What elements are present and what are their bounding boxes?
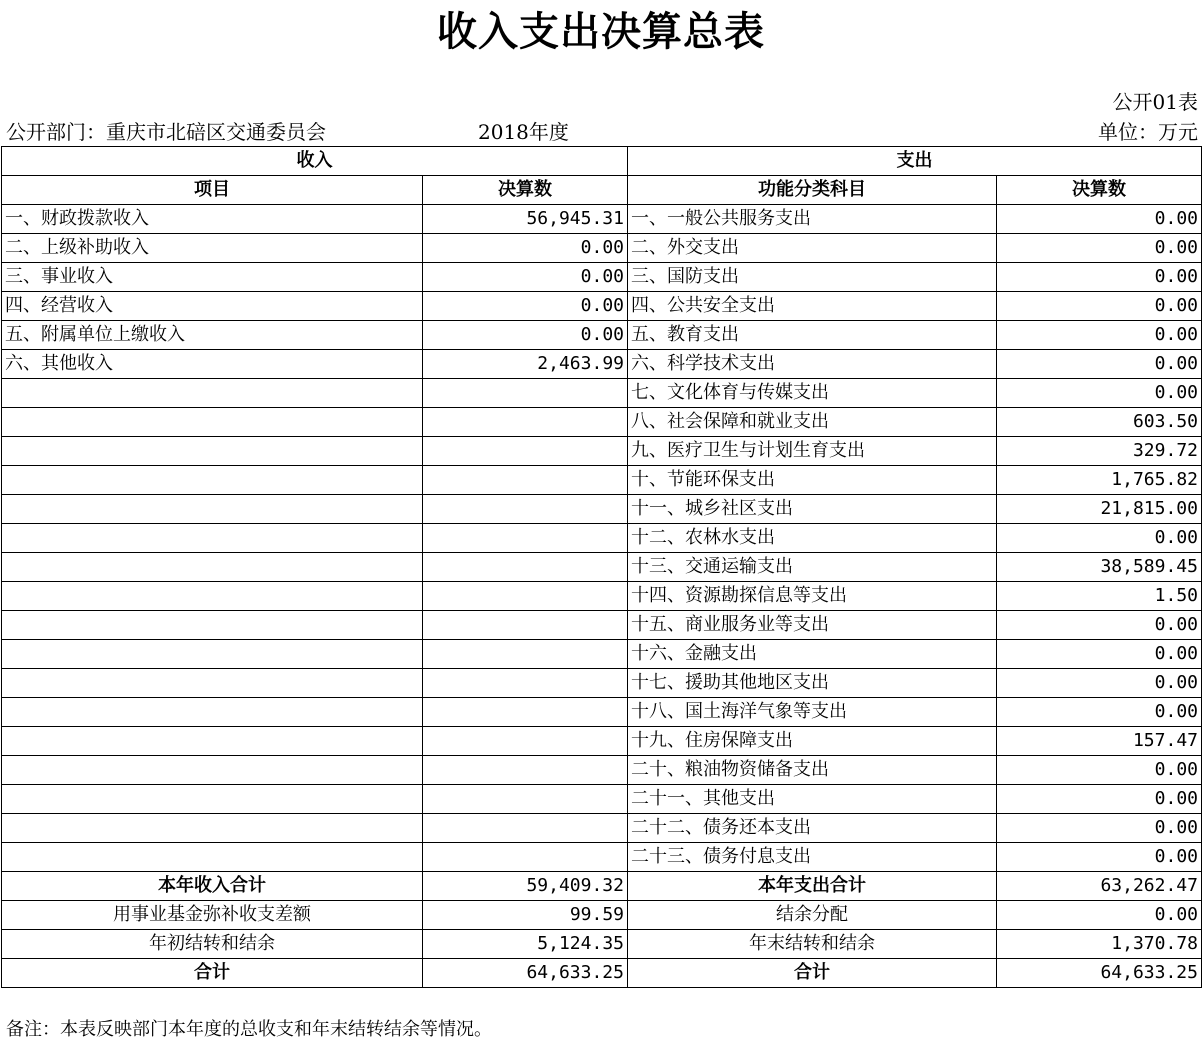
expense-amount-cell: 38,589.45	[997, 553, 1202, 582]
income-amount-cell	[423, 553, 628, 582]
fiscal-year: 2018年度	[478, 120, 569, 144]
expense-item-cell: 七、文化体育与传媒支出	[628, 379, 997, 408]
income-amount-cell	[423, 437, 628, 466]
income-amount-cell	[423, 727, 628, 756]
expense-amount-cell: 0.00	[997, 669, 1202, 698]
income-item-header: 项目	[2, 176, 423, 205]
summary-income-amount: 99.59	[423, 901, 628, 930]
income-amount-cell	[423, 408, 628, 437]
expense-amount-cell: 0.00	[997, 205, 1202, 234]
income-amount-cell	[423, 466, 628, 495]
expense-amount-cell: 21,815.00	[997, 495, 1202, 524]
expense-item-cell: 十三、交通运输支出	[628, 553, 997, 582]
table-row	[2, 205, 1202, 234]
table-row	[2, 698, 1202, 727]
income-amount-cell	[423, 698, 628, 727]
expense-amount-cell: 157.47	[997, 727, 1202, 756]
expense-amount-cell: 329.72	[997, 437, 1202, 466]
expense-item-cell: 十二、农林水支出	[628, 524, 997, 553]
expense-amount-cell: 0.00	[997, 843, 1202, 872]
summary-row	[2, 930, 1202, 959]
income-item-cell: 六、其他收入	[2, 350, 423, 379]
summary-income-label: 本年收入合计	[2, 872, 423, 901]
income-amount-cell	[423, 669, 628, 698]
expense-amount-header: 决算数	[997, 176, 1202, 205]
department-label: 公开部门：重庆市北碚区交通委员会	[6, 120, 326, 144]
expense-item-cell: 十七、援助其他地区支出	[628, 669, 997, 698]
expense-amount-cell: 603.50	[997, 408, 1202, 437]
summary-body	[2, 872, 1202, 988]
income-item-cell	[2, 611, 423, 640]
income-amount-cell: 2,463.99	[423, 350, 628, 379]
expense-item-cell: 八、社会保障和就业支出	[628, 408, 997, 437]
summary-row	[2, 901, 1202, 930]
expense-amount-cell: 0.00	[997, 321, 1202, 350]
expense-item-cell: 十一、城乡社区支出	[628, 495, 997, 524]
form-number: 公开01表	[1112, 90, 1198, 114]
table-row	[2, 408, 1202, 437]
expense-item-cell: 九、医疗卫生与计划生育支出	[628, 437, 997, 466]
summary-income-amount: 5,124.35	[423, 930, 628, 959]
summary-expense-label: 年末结转和结余	[628, 930, 997, 959]
table-row	[2, 321, 1202, 350]
income-amount-cell	[423, 379, 628, 408]
expense-item-cell: 二、外交支出	[628, 234, 997, 263]
income-amount-cell: 56,945.31	[423, 205, 628, 234]
table-row	[2, 495, 1202, 524]
summary-expense-amount: 1,370.78	[997, 930, 1202, 959]
summary-expense-label: 合计	[628, 959, 997, 988]
income-item-cell	[2, 379, 423, 408]
income-item-cell	[2, 466, 423, 495]
unit-label: 单位：万元	[1098, 120, 1198, 144]
expense-item-cell: 四、公共安全支出	[628, 292, 997, 321]
income-amount-cell	[423, 524, 628, 553]
income-item-cell: 四、经营收入	[2, 292, 423, 321]
summary-expense-amount: 64,633.25	[997, 959, 1202, 988]
table-row	[2, 582, 1202, 611]
income-item-cell: 一、财政拨款收入	[2, 205, 423, 234]
table-row	[2, 669, 1202, 698]
expense-item-cell: 十五、商业服务业等支出	[628, 611, 997, 640]
expense-item-header: 功能分类科目	[628, 176, 997, 205]
income-item-cell	[2, 495, 423, 524]
expense-amount-cell: 0.00	[997, 640, 1202, 669]
income-item-cell	[2, 437, 423, 466]
expense-item-cell: 二十、粮油物资储备支出	[628, 756, 997, 785]
footnote: 备注：本表反映部门本年度的总收支和年末结转结余等情况。	[6, 1019, 492, 1040]
income-amount-cell: 0.00	[423, 234, 628, 263]
table-row	[2, 524, 1202, 553]
expense-amount-cell: 0.00	[997, 814, 1202, 843]
table-row	[2, 263, 1202, 292]
summary-expense-label: 本年支出合计	[628, 872, 997, 901]
table-row	[2, 437, 1202, 466]
income-amount-cell	[423, 582, 628, 611]
table-row	[2, 785, 1202, 814]
expense-amount-cell: 0.00	[997, 524, 1202, 553]
expense-section-header: 支出	[628, 147, 1202, 176]
expense-item-cell: 三、国防支出	[628, 263, 997, 292]
summary-income-label: 年初结转和结余	[2, 930, 423, 959]
income-amount-cell	[423, 814, 628, 843]
summary-expense-amount: 63,262.47	[997, 872, 1202, 901]
summary-income-label: 合计	[2, 959, 423, 988]
expense-item-cell: 十八、国土海洋气象等支出	[628, 698, 997, 727]
expense-item-cell: 十六、金融支出	[628, 640, 997, 669]
income-amount-cell	[423, 495, 628, 524]
income-item-cell	[2, 814, 423, 843]
table-row	[2, 611, 1202, 640]
income-item-cell: 二、上级补助收入	[2, 234, 423, 263]
section-header-row	[2, 147, 1202, 176]
expense-item-cell: 二十二、债务还本支出	[628, 814, 997, 843]
summary-income-amount: 59,409.32	[423, 872, 628, 901]
table-row	[2, 727, 1202, 756]
summary-income-label: 用事业基金弥补收支差额	[2, 901, 423, 930]
expense-item-cell: 二十一、其他支出	[628, 785, 997, 814]
income-amount-cell	[423, 756, 628, 785]
column-header-row	[2, 176, 1202, 205]
expense-amount-cell: 0.00	[997, 698, 1202, 727]
summary-expense-label: 结余分配	[628, 901, 997, 930]
table-row	[2, 640, 1202, 669]
expense-item-cell: 十四、资源勘探信息等支出	[628, 582, 997, 611]
table-row	[2, 292, 1202, 321]
income-item-cell	[2, 582, 423, 611]
expense-item-cell: 一、一般公共服务支出	[628, 205, 997, 234]
expense-amount-cell: 1,765.82	[997, 466, 1202, 495]
table-row	[2, 756, 1202, 785]
income-expense-table	[1, 146, 1202, 988]
income-section-header: 收入	[2, 147, 628, 176]
income-item-cell	[2, 669, 423, 698]
summary-expense-amount: 0.00	[997, 901, 1202, 930]
income-item-cell	[2, 698, 423, 727]
page-title: 收入支出决算总表	[437, 9, 765, 55]
expense-amount-cell: 0.00	[997, 756, 1202, 785]
table-row	[2, 843, 1202, 872]
income-item-cell	[2, 727, 423, 756]
table-row	[2, 466, 1202, 495]
expense-amount-cell: 0.00	[997, 263, 1202, 292]
income-item-cell	[2, 553, 423, 582]
table-row	[2, 553, 1202, 582]
expense-amount-cell: 0.00	[997, 611, 1202, 640]
expense-amount-cell: 0.00	[997, 234, 1202, 263]
income-item-cell	[2, 524, 423, 553]
table-row	[2, 379, 1202, 408]
income-item-cell	[2, 640, 423, 669]
income-amount-cell	[423, 843, 628, 872]
expense-amount-cell: 0.00	[997, 350, 1202, 379]
income-item-cell	[2, 408, 423, 437]
expense-amount-cell: 1.50	[997, 582, 1202, 611]
income-amount-cell: 0.00	[423, 263, 628, 292]
income-item-cell: 五、附属单位上缴收入	[2, 321, 423, 350]
table-row	[2, 350, 1202, 379]
summary-row	[2, 872, 1202, 901]
income-item-cell	[2, 785, 423, 814]
expense-item-cell: 二十三、债务付息支出	[628, 843, 997, 872]
expense-amount-cell: 0.00	[997, 379, 1202, 408]
income-amount-cell: 0.00	[423, 292, 628, 321]
income-item-cell: 三、事业收入	[2, 263, 423, 292]
expense-item-cell: 十九、住房保障支出	[628, 727, 997, 756]
income-item-cell	[2, 843, 423, 872]
expense-item-cell: 十、节能环保支出	[628, 466, 997, 495]
expense-item-cell: 五、教育支出	[628, 321, 997, 350]
income-item-cell	[2, 756, 423, 785]
income-amount-cell	[423, 640, 628, 669]
summary-income-amount: 64,633.25	[423, 959, 628, 988]
income-amount-cell	[423, 785, 628, 814]
table-row	[2, 234, 1202, 263]
table-row	[2, 814, 1202, 843]
table-body	[2, 205, 1202, 872]
expense-amount-cell: 0.00	[997, 785, 1202, 814]
income-amount-cell: 0.00	[423, 321, 628, 350]
income-amount-cell	[423, 611, 628, 640]
income-amount-header: 决算数	[423, 176, 628, 205]
expense-amount-cell: 0.00	[997, 292, 1202, 321]
summary-row	[2, 959, 1202, 988]
expense-item-cell: 六、科学技术支出	[628, 350, 997, 379]
